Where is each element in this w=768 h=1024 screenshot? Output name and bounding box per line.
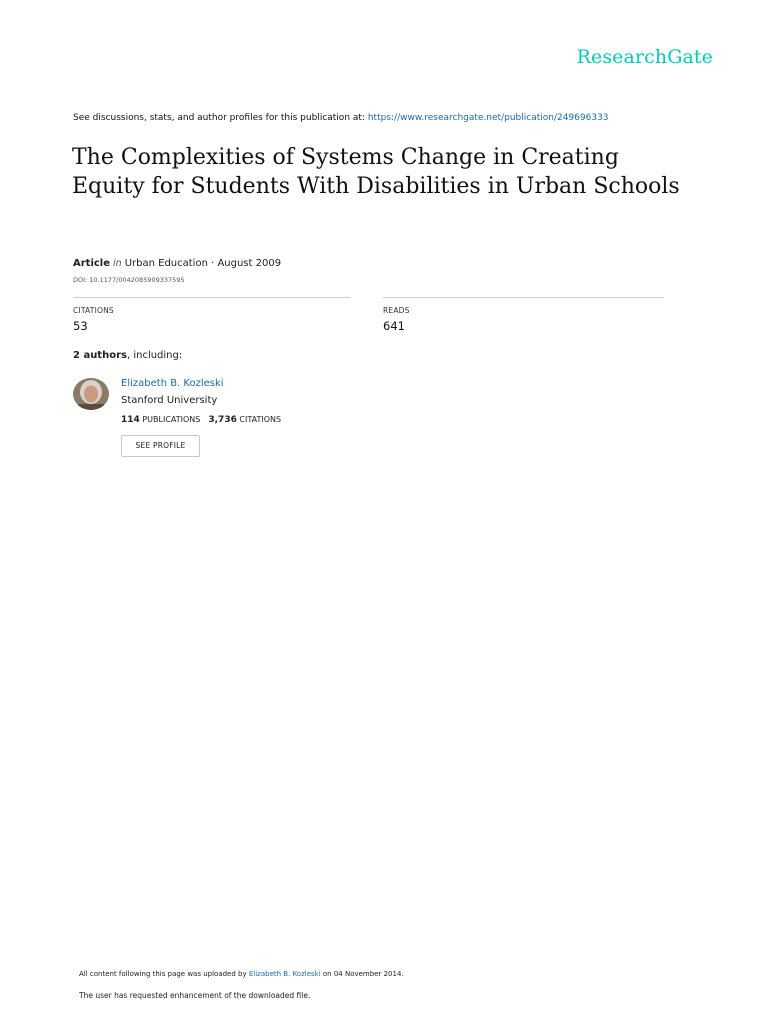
- author-citations-label: CITATIONS: [239, 415, 282, 424]
- citations-label: CITATIONS: [73, 306, 114, 315]
- author-stats: [121, 415, 281, 425]
- authors-count: 2 authors: [73, 350, 127, 361]
- uploader-link[interactable]: Elizabeth B. Kozleski: [248, 970, 321, 978]
- doi: DOI: 10.1177/0042085909337595: [73, 276, 185, 284]
- upload-prefix: All content following this page was uploaded by: [79, 970, 247, 978]
- reads-label: READS: [383, 306, 410, 315]
- author-name[interactable]: Elizabeth B. Kozleski: [121, 378, 224, 389]
- authors-suffix: , including:: [126, 350, 183, 361]
- enhancement-note: The user has requested enhancement of the downloaded file.: [79, 991, 311, 1000]
- article-type: Article: [73, 258, 111, 269]
- article-title: The Complexities of Systems Change in Creating Equity for Students With Disabilities in Urban Schools: [72, 145, 680, 199]
- profile-disclaimer: [73, 113, 713, 123]
- author-publications-count: 114: [121, 415, 140, 425]
- author-institution: Stanford University: [121, 395, 218, 406]
- researchgate-logo[interactable]: ResearchGate: [576, 46, 713, 68]
- in-label: in: [113, 258, 122, 269]
- citations-divider: [73, 297, 351, 298]
- upload-note: [79, 970, 404, 978]
- article-meta: [73, 258, 281, 269]
- reads-divider: [383, 297, 664, 298]
- citations-value: 53: [73, 319, 88, 333]
- upload-suffix: on 04 November 2014.: [322, 970, 404, 978]
- reads-value: 641: [383, 319, 405, 333]
- publication-link[interactable]: https://www.researchgate.net/publication/249696333: [367, 113, 609, 123]
- author-avatar[interactable]: [73, 378, 109, 410]
- authors-heading: [73, 350, 182, 361]
- journal-date: Urban Education · August 2009: [124, 258, 282, 269]
- disclaimer-text: See discussions, stats, and author profiles for this publication at:: [73, 113, 365, 123]
- author-publications-label: PUBLICATIONS: [142, 415, 201, 424]
- see-profile-button[interactable]: SEE PROFILE: [121, 435, 200, 457]
- author-citations-count: 3,736: [208, 415, 237, 425]
